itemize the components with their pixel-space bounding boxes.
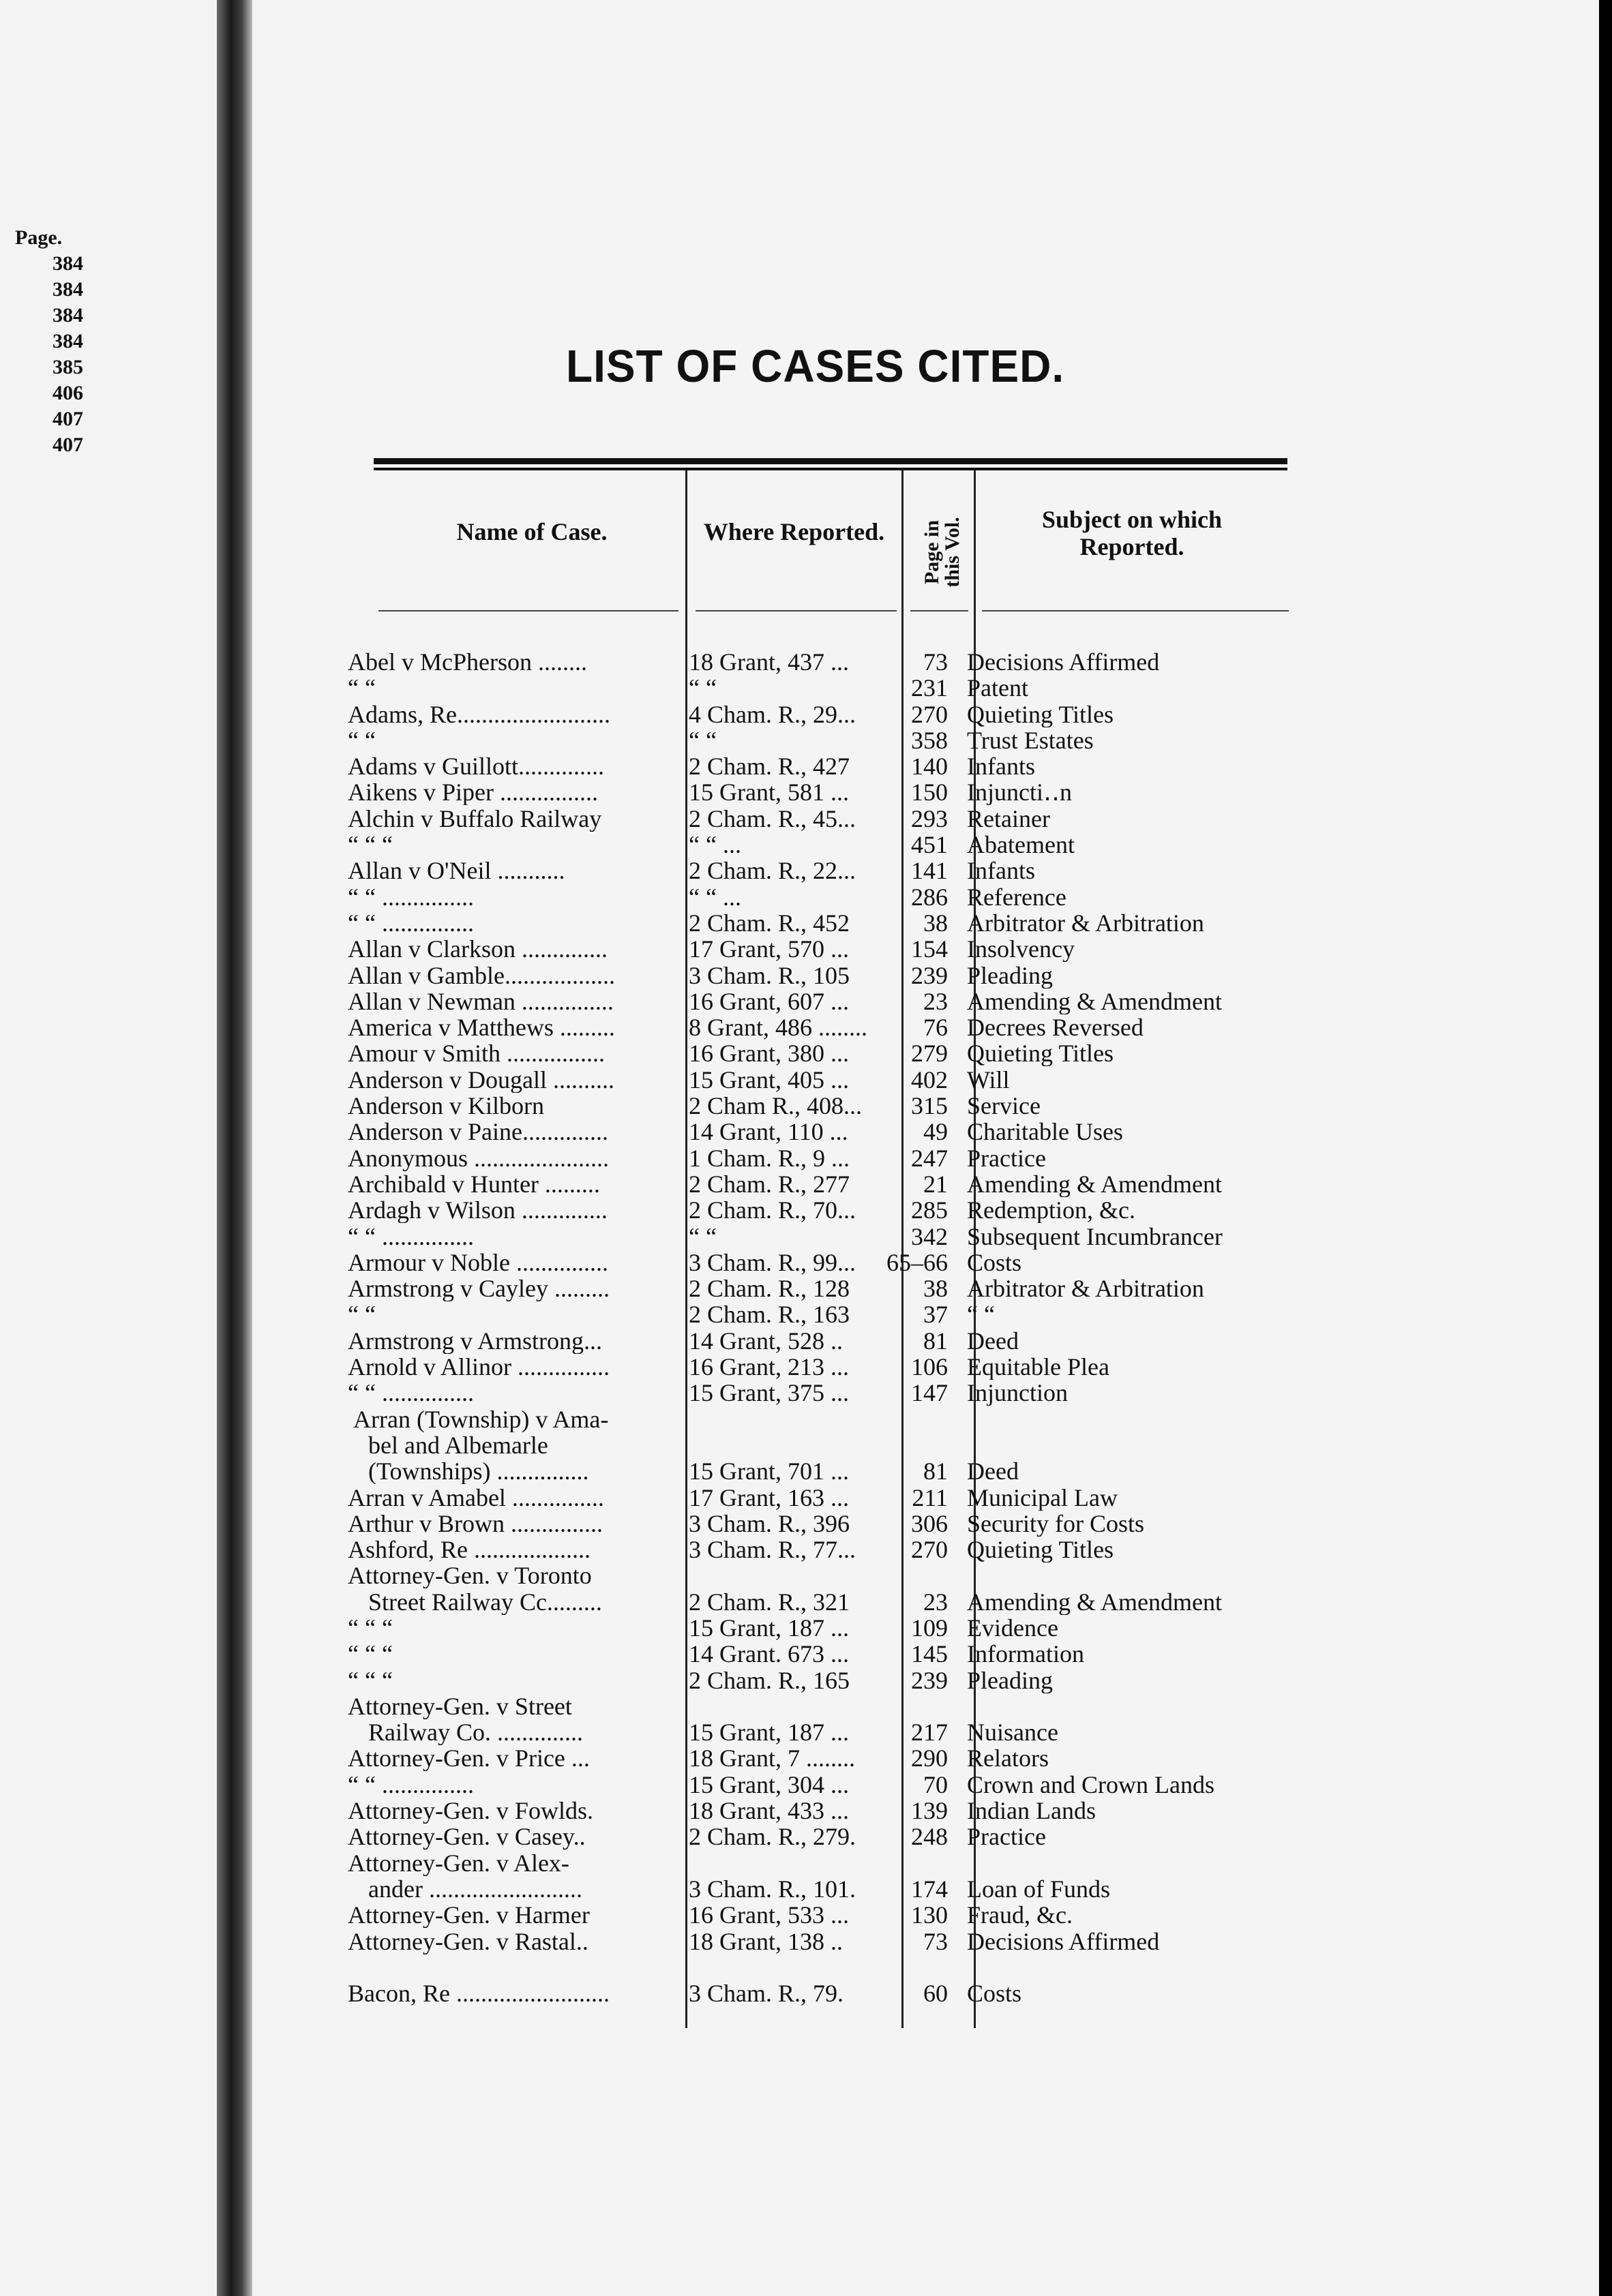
table-row [348, 858, 1302, 883]
case-name: Abel v McPherson ........ [348, 649, 587, 675]
table-row [348, 832, 1302, 858]
table-row [348, 1093, 1302, 1119]
subject: Decisions Affirmed [967, 1928, 1160, 1954]
case-name: Adams, Re......................... [348, 701, 610, 727]
page-number: 270 [911, 1536, 948, 1564]
table-row [348, 675, 1302, 701]
table-row [348, 884, 1302, 910]
header-rule-thick [374, 458, 1287, 464]
subject: Costs [967, 1980, 1022, 2007]
where-reported: 15 Grant, 405 ... [689, 1066, 849, 1093]
page-number: 65–66 [886, 1248, 948, 1276]
subject: Amending & Amendment [967, 988, 1222, 1014]
case-name: Attorney-Gen. v Street [348, 1693, 572, 1719]
subject: Information [967, 1641, 1084, 1667]
table-row [348, 1693, 1302, 1719]
table-row [348, 1954, 1302, 1980]
left-page-number: 384 [53, 278, 83, 301]
case-name: Anderson v Paine.............. [348, 1119, 608, 1145]
left-page-number: 384 [53, 252, 83, 275]
where-reported: 2 Cham. R., 45... [689, 805, 856, 832]
subject: Quieting Titles [967, 701, 1114, 727]
where-reported: 8 Grant, 486 ........ [689, 1014, 867, 1041]
table-row [348, 1641, 1302, 1667]
left-page-number: 407 [53, 408, 83, 430]
left-page-header: Page. [15, 226, 63, 249]
column-header-subject-line2: Reported. [1079, 533, 1184, 560]
where-reported: 3 Cham. R., 79. [689, 1980, 844, 2007]
page-number: 76 [923, 1014, 948, 1042]
where-reported: 2 Cham. R., 165 [689, 1667, 850, 1693]
case-name: “ “ “ [348, 1641, 393, 1667]
left-page-number: 385 [53, 356, 83, 378]
case-name: Street Railway Cc......... [368, 1588, 602, 1615]
page-number: 358 [911, 726, 948, 754]
table-row [348, 1328, 1302, 1354]
column-header-page-line2: this Vol. [941, 517, 964, 588]
subject: Trust Estates [967, 727, 1094, 753]
page-number: 38 [923, 909, 948, 937]
table-row [348, 1275, 1302, 1301]
header-rule-thin [374, 468, 1287, 470]
page-number: 306 [911, 1509, 948, 1537]
case-name: Ashford, Re ................... [348, 1537, 591, 1563]
subject: Pleading [967, 962, 1053, 988]
where-reported: 14 Grant. 673 ... [689, 1641, 849, 1667]
page-number: 140 [911, 753, 948, 781]
where-reported: 18 Grant, 437 ... [689, 649, 849, 675]
page-number: 239 [911, 961, 948, 989]
subject: Evidence [967, 1614, 1058, 1641]
where-reported: 16 Grant, 380 ... [689, 1040, 849, 1067]
page-number: 70 [923, 1770, 948, 1798]
table-row [348, 1772, 1302, 1798]
case-name: America v Matthews ......... [348, 1014, 615, 1041]
page-number: 81 [923, 1327, 948, 1355]
where-reported: 3 Cham. R., 396 [689, 1510, 850, 1537]
case-name: “ “ ............... [348, 1223, 474, 1250]
header-underline [982, 610, 1289, 611]
subject: Patent [967, 675, 1028, 701]
page-number: 248 [911, 1823, 948, 1851]
page-number: 402 [911, 1066, 948, 1093]
case-name: “ “ “ [348, 1614, 393, 1641]
subject: Amending & Amendment [967, 1588, 1222, 1615]
case-name: Anderson v Dougall .......... [348, 1066, 614, 1093]
page-number: 293 [911, 804, 948, 832]
header-underline [910, 610, 968, 611]
column-header-page-line1: Page in [921, 519, 943, 585]
subject: Deed [967, 1327, 1019, 1354]
header-underline [696, 610, 897, 611]
page-title: LIST OF CASES CITED. [566, 340, 1065, 392]
case-name: “ “ ............... [348, 883, 474, 910]
table-row [348, 936, 1302, 962]
where-reported: 3 Cham. R., 99... [689, 1249, 856, 1275]
subject: Fraud, &c. [967, 1902, 1073, 1929]
page-number: 37 [923, 1301, 948, 1329]
case-name: bel and Albemarle [368, 1432, 548, 1458]
column-header-name: Name of Case. [456, 518, 608, 545]
subject: Practice [967, 1145, 1046, 1171]
subject: Quieting Titles [967, 1537, 1114, 1563]
table-row [348, 1406, 1302, 1432]
column-header-subject [982, 506, 1282, 560]
column-header-page [921, 484, 964, 620]
subject: Nuisance [967, 1719, 1058, 1746]
table-row [348, 1224, 1302, 1250]
page-number: 106 [911, 1353, 948, 1381]
page-number: 130 [911, 1901, 948, 1929]
where-reported: 3 Cham. R., 77... [689, 1537, 856, 1563]
case-name: “ “ [348, 675, 376, 701]
case-name: “ “ ............... [348, 1771, 474, 1798]
case-name: Attorney-Gen. v Price ... [348, 1745, 590, 1772]
where-reported: 2 Cham. R., 277 [689, 1170, 850, 1197]
subject: Service [967, 1093, 1041, 1119]
case-name: Anonymous ...................... [348, 1145, 610, 1171]
where-reported: 16 Grant, 213 ... [689, 1354, 849, 1380]
subject: “ “ [967, 1301, 995, 1328]
case-name: Alchin v Buffalo Railway [348, 805, 602, 832]
case-name: Attorney-Gen. v Harmer [348, 1902, 590, 1929]
where-reported: 17 Grant, 570 ... [689, 936, 849, 963]
page-number: 23 [923, 1588, 948, 1616]
case-name: Allan v Clarkson .............. [348, 936, 608, 963]
table-row [348, 1667, 1302, 1693]
table-row [348, 1511, 1302, 1537]
subject: Insolvency [967, 936, 1075, 963]
where-reported: 15 Grant, 187 ... [689, 1719, 849, 1746]
table-row [348, 1850, 1302, 1876]
table-row [348, 1014, 1302, 1040]
table-row [348, 1119, 1302, 1145]
where-reported: 2 Cham. R., 22... [689, 858, 856, 884]
subject: Relators [967, 1745, 1049, 1772]
left-page-number: 384 [53, 330, 83, 352]
where-reported: 1 Cham. R., 9 ... [689, 1145, 850, 1171]
case-name: Attorney-Gen. v Rastal.. [348, 1928, 588, 1954]
subject: Abatement [967, 832, 1075, 858]
subject: Municipal Law [967, 1484, 1118, 1511]
table-row [348, 1301, 1302, 1327]
case-name: Armour v Noble ............... [348, 1249, 608, 1275]
page-number: 174 [911, 1875, 948, 1903]
page-number: 286 [911, 883, 948, 911]
case-name: “ “ ............... [348, 1380, 474, 1406]
table-row [348, 1067, 1302, 1093]
where-reported: 15 Grant, 304 ... [689, 1771, 849, 1798]
table-row [348, 1250, 1302, 1275]
left-page-column [15, 225, 83, 458]
table-row [348, 1485, 1302, 1511]
case-name: Attorney-Gen. v Casey.. [348, 1824, 586, 1850]
cases-table [348, 649, 1302, 2006]
subject: Will [967, 1066, 1010, 1093]
page-number: 270 [911, 700, 948, 728]
where-reported: 2 Cham. R., 452 [689, 909, 850, 936]
header-underline [378, 610, 678, 611]
where-reported: “ “ [689, 727, 717, 753]
page-number: 147 [911, 1379, 948, 1407]
case-name: Armstrong v Cayley ......... [348, 1275, 610, 1302]
where-reported: 16 Grant, 607 ... [689, 988, 849, 1014]
subject: Quieting Titles [967, 1040, 1114, 1067]
table-row [348, 1458, 1302, 1484]
column-header-subject-line1: Subject on which [1041, 506, 1223, 533]
page-number: 81 [923, 1457, 948, 1485]
table-row [348, 910, 1302, 936]
page-number: 23 [923, 987, 948, 1015]
case-name: Arthur v Brown ............... [348, 1510, 603, 1537]
table-row [348, 1432, 1302, 1458]
where-reported: 16 Grant, 533 ... [689, 1902, 849, 1929]
page-number: 247 [911, 1144, 948, 1172]
page-number: 38 [923, 1275, 948, 1303]
case-name: Attorney-Gen. v Alex- [348, 1849, 569, 1876]
subject: Infants [967, 753, 1035, 780]
table-row [348, 701, 1302, 727]
subject: Reference [967, 883, 1066, 910]
table-row [348, 753, 1302, 779]
subject: Security for Costs [967, 1510, 1144, 1537]
where-reported: 4 Cham. R., 29... [689, 701, 856, 727]
table-row [348, 727, 1302, 753]
case-name: Archibald v Hunter ......... [348, 1170, 600, 1197]
where-reported: 3 Cham. R., 101. [689, 1875, 856, 1902]
column-header-where: Where Reported. [703, 518, 885, 545]
where-reported: 15 Grant, 375 ... [689, 1380, 849, 1406]
case-name: Aikens v Piper ................ [348, 779, 598, 806]
left-page-number: 406 [53, 382, 83, 404]
where-reported: 14 Grant, 110 ... [689, 1119, 848, 1145]
table-row [348, 806, 1302, 832]
table-row [348, 1354, 1302, 1380]
page-number: 279 [911, 1040, 948, 1068]
page-number: 73 [923, 648, 948, 676]
table-row [348, 1380, 1302, 1406]
subject: Equitable Plea [967, 1354, 1109, 1380]
subject: Injuncti‥n [967, 779, 1073, 806]
where-reported: 17 Grant, 163 ... [689, 1484, 849, 1511]
subject: Indian Lands [967, 1798, 1096, 1824]
page-number: 451 [911, 831, 948, 859]
where-reported: 15 Grant, 701 ... [689, 1458, 849, 1485]
subject: Crown and Crown Lands [967, 1771, 1214, 1798]
case-name: “ “ [348, 1301, 376, 1328]
subject: Injunction [967, 1380, 1068, 1406]
case-name: Ardagh v Wilson .............. [348, 1197, 608, 1224]
case-name: Attorney-Gen. v Toronto [348, 1562, 592, 1589]
where-reported: 2 Cham. R., 279. [689, 1824, 856, 1850]
where-reported: 2 Cham R., 408... [689, 1093, 863, 1119]
table-row [348, 779, 1302, 805]
subject: Costs [967, 1249, 1022, 1275]
where-reported: “ “ [689, 675, 717, 701]
table-row [348, 1745, 1302, 1771]
subject: Pleading [967, 1667, 1053, 1693]
subject: Practice [967, 1824, 1046, 1850]
subject: Deed [967, 1458, 1019, 1485]
subject: Decrees Reversed [967, 1014, 1144, 1041]
case-name: Amour v Smith ................ [348, 1040, 606, 1067]
subject: Infants [967, 858, 1035, 884]
where-reported: 2 Cham. R., 427 [689, 753, 850, 780]
table-row [348, 1589, 1302, 1615]
case-name: Arnold v Allinor ............... [348, 1354, 610, 1380]
left-page [0, 0, 225, 2296]
subject: Arbitrator & Arbitration [967, 1275, 1204, 1302]
page-number: 211 [912, 1483, 948, 1511]
where-reported: 2 Cham. R., 128 [689, 1275, 850, 1302]
where-reported: 15 Grant, 187 ... [689, 1614, 849, 1641]
page-number: 49 [923, 1118, 948, 1146]
subject: Subsequent Incumbrancer [967, 1223, 1223, 1250]
case-name: Arran v Amabel ............... [348, 1484, 604, 1511]
subject: Charitable Uses [967, 1119, 1123, 1145]
case-name: Attorney-Gen. v Fowlds. [348, 1798, 593, 1824]
book-gutter [217, 0, 252, 2296]
where-reported: “ “ ... [689, 832, 741, 858]
where-reported: 15 Grant, 581 ... [689, 779, 849, 806]
table-row [348, 1902, 1302, 1928]
page-number: 239 [911, 1666, 948, 1694]
where-reported: 2 Cham. R., 163 [689, 1301, 850, 1328]
table-row [348, 988, 1302, 1014]
left-page-number: 407 [53, 434, 83, 456]
case-name: Armstrong v Armstrong... [348, 1327, 602, 1354]
table-row [348, 649, 1302, 675]
page-number: 290 [911, 1744, 948, 1772]
page-number: 231 [911, 674, 948, 702]
page-number: 145 [911, 1640, 948, 1668]
where-reported: “ “ ... [689, 883, 741, 910]
table-row [348, 1719, 1302, 1745]
page-number: 60 [923, 1980, 948, 2008]
page-number: 73 [923, 1927, 948, 1955]
page-number: 21 [923, 1170, 948, 1198]
table-row [348, 1929, 1302, 1954]
table-row [348, 1040, 1302, 1066]
case-name: Arran (Township) v Ama- [353, 1406, 609, 1432]
page-number: 150 [911, 779, 948, 806]
case-name: “ “ ............... [348, 909, 474, 936]
where-reported: 18 Grant, 7 ........ [689, 1745, 855, 1772]
case-name: Allan v Gamble.................. [348, 962, 615, 988]
subject: Decisions Affirmed [967, 649, 1160, 675]
table-row [348, 1980, 1302, 2006]
case-name: Anderson v Kilborn [348, 1093, 544, 1119]
where-reported: 14 Grant, 528 .. [689, 1327, 843, 1354]
subject: Redemption, &c. [967, 1197, 1135, 1224]
table-row [348, 1562, 1302, 1588]
case-name: “ “ [348, 727, 376, 753]
table-row [348, 1197, 1302, 1223]
where-reported: 18 Grant, 433 ... [689, 1798, 849, 1824]
case-name: Allan v Newman ............... [348, 988, 614, 1014]
table-row [348, 1171, 1302, 1197]
page-number: 141 [911, 857, 948, 885]
where-reported: 18 Grant, 138 .. [689, 1928, 843, 1954]
table-row [348, 1798, 1302, 1824]
page-number: 109 [911, 1614, 948, 1642]
page-number: 154 [911, 935, 948, 963]
table-row [348, 1615, 1302, 1641]
page-number: 139 [911, 1797, 948, 1825]
page-number: 342 [911, 1222, 948, 1250]
table-row [348, 1145, 1302, 1171]
case-name: Allan v O'Neil ........... [348, 858, 565, 884]
page-number: 217 [911, 1719, 948, 1747]
where-reported: “ “ [689, 1223, 717, 1250]
page-number: 285 [911, 1196, 948, 1224]
table-row [348, 1824, 1302, 1849]
case-name: Adams v Guillott.............. [348, 753, 604, 780]
case-name: (Townships) ............... [368, 1458, 589, 1485]
left-page-number: 384 [53, 304, 83, 327]
table-row [348, 1537, 1302, 1562]
table-row [348, 963, 1302, 988]
subject: Loan of Funds [967, 1875, 1110, 1902]
subject: Retainer [967, 805, 1050, 832]
table-row [348, 1876, 1302, 1902]
case-name: Railway Co. .............. [368, 1719, 583, 1746]
page-number: 315 [911, 1092, 948, 1120]
where-reported: 2 Cham. R., 70... [689, 1197, 856, 1224]
case-name: Bacon, Re ......................... [348, 1980, 610, 2007]
subject: Arbitrator & Arbitration [967, 909, 1204, 936]
case-name: “ “ “ [348, 1667, 393, 1693]
case-name: ander ......................... [368, 1875, 582, 1902]
where-reported: 3 Cham. R., 105 [689, 962, 850, 988]
subject: Amending & Amendment [967, 1170, 1222, 1197]
case-name: “ “ “ [348, 832, 393, 858]
where-reported: 2 Cham. R., 321 [689, 1588, 850, 1615]
